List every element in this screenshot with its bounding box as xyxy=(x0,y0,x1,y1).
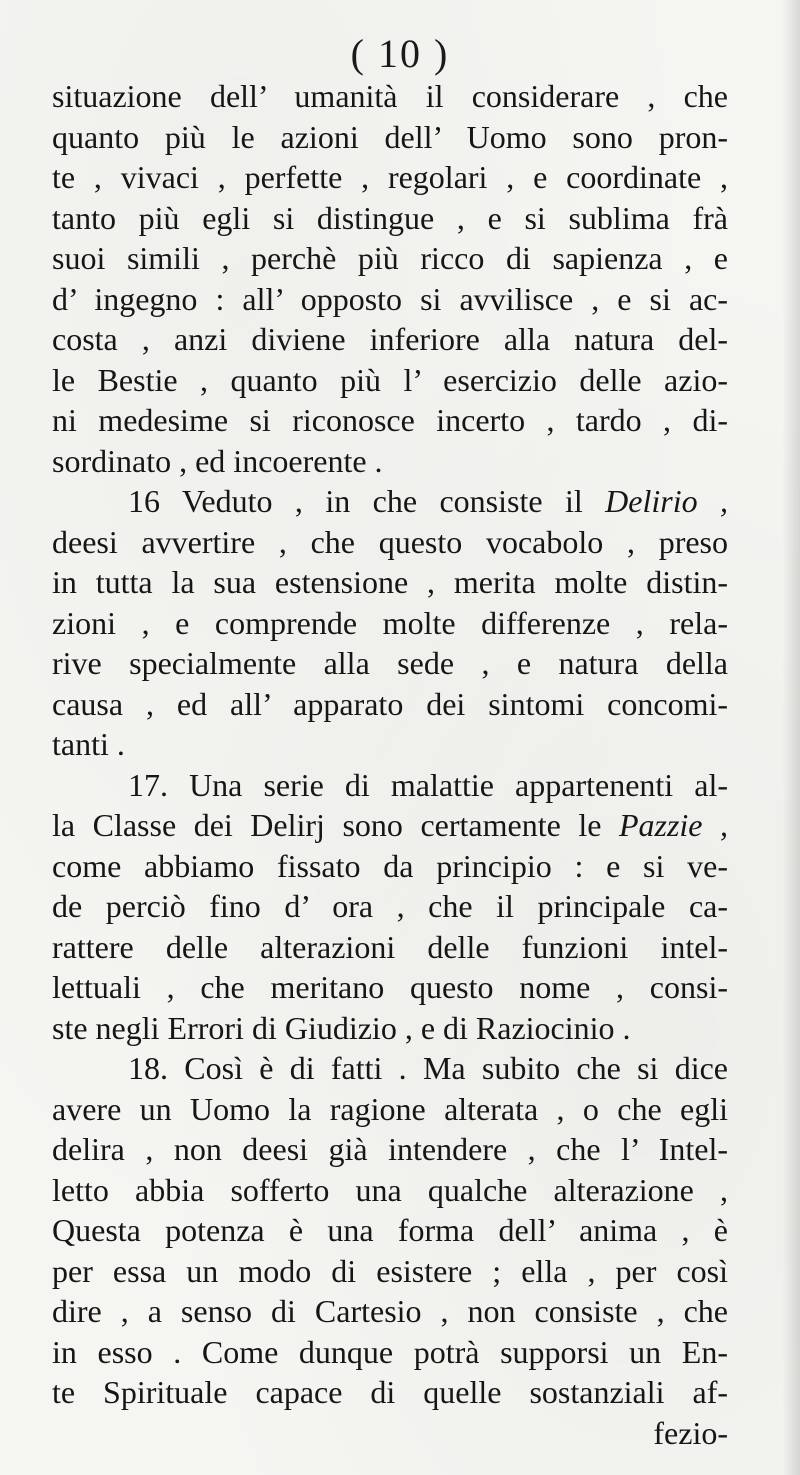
text-line: causa , ed all’ apparato dei sintomi concomi- xyxy=(52,685,728,722)
text-line: delira , non deesi già intendere , che l’ Intel- xyxy=(52,1131,728,1167)
text-line: come abbiamo fissato da principio : e si ve- xyxy=(52,847,728,884)
italic-term-pazzie: Pazzie , xyxy=(618,807,729,843)
catchword: fezio- xyxy=(653,1414,728,1451)
text-line: costa , anzi diviene inferiore alla natura del- xyxy=(52,321,728,357)
text-line: tanto più egli si distingue , e si sublima frà xyxy=(52,199,728,236)
text-line: de perciò fino d’ ora , che il principale ca- xyxy=(52,888,728,924)
text-line: ste negli Errori di Giudizio , e di Raziocinio . xyxy=(52,1009,631,1046)
text-line: Questa potenza è una forma dell’ anima , è xyxy=(52,1212,728,1248)
text-line: rive specialmente alla sede , e natura della xyxy=(52,645,728,681)
paragraph-16-first-line xyxy=(52,481,728,522)
text-line: in tutta la sua estensione , merita molte distin- xyxy=(52,564,728,600)
italic-term-delirio: Delirio , xyxy=(605,483,729,519)
text-line: d’ ingegno : all’ opposto si avvilisce , e si ac- xyxy=(52,280,728,317)
text-line: letto abbia sofferto una qualche alterazione , xyxy=(52,1171,728,1208)
text-line-with-italic xyxy=(52,805,728,846)
text-line: zioni , e comprende molte differenze , rela- xyxy=(52,604,728,641)
text-line: ni medesime si riconosce incerto , tardo , di- xyxy=(52,402,728,438)
text-line: lettuali , che meritano questo nome , consi- xyxy=(52,969,728,1005)
paragraph-17-first-line: 17. Una serie di malattie appartenenti al- xyxy=(128,766,728,803)
text-segment: la Classe dei Delirj sono certamente le xyxy=(52,807,602,843)
text-line: sordinato , ed incoerente . xyxy=(52,442,383,479)
page-edge-shadow xyxy=(782,0,800,1475)
text-line: tanti . xyxy=(52,726,125,762)
text-line: dire , a senso di Cartesio , non consiste , che xyxy=(52,1293,728,1329)
text-segment: 16 Veduto , in che consiste il xyxy=(128,483,583,519)
page-number: ( 10 ) xyxy=(350,31,450,76)
text-line: quanto più le azioni dell’ Uomo sono pron- xyxy=(52,118,728,155)
text-line: rattere delle alterazioni delle funzioni intel- xyxy=(52,928,728,965)
text-line: in esso . Come dunque potrà supporsi un En- xyxy=(52,1333,728,1370)
text-line: deesi avvertire , che questo vocabolo , preso xyxy=(52,523,728,560)
text-line: avere un Uomo la ragione alterata , o che egli xyxy=(52,1090,728,1127)
text-line: le Bestie , quanto più l’ esercizio delle azio- xyxy=(52,361,728,398)
text-line: te , vivaci , perfette , regolari , e coordinate , xyxy=(52,159,728,195)
text-line: situazione dell’ umanità il considerare , che xyxy=(52,78,728,114)
paragraph-18-first-line: 18. Così è di fatti . Ma subito che si dice xyxy=(128,1050,728,1086)
page-body xyxy=(52,76,728,1453)
text-line: suoi simili , perchè più ricco di sapienza , e xyxy=(52,240,728,276)
text-line: te Spirituale capace di quelle sostanziali af- xyxy=(52,1374,728,1410)
text-line: per essa un modo di esistere ; ella , per così xyxy=(52,1252,728,1289)
